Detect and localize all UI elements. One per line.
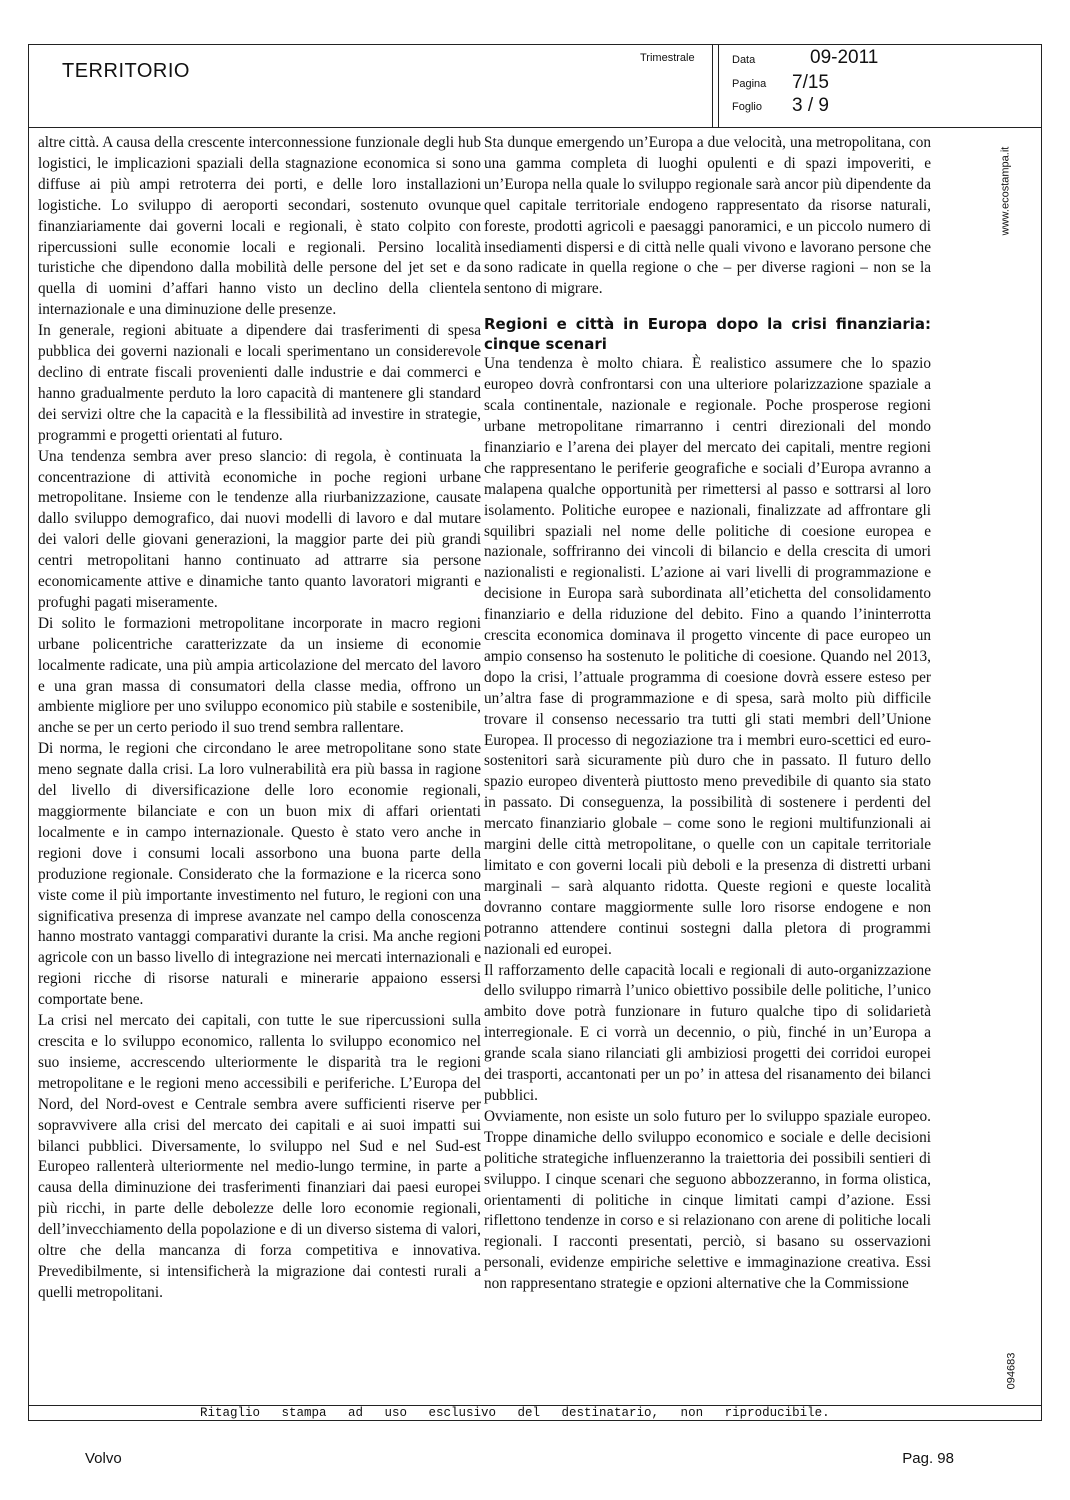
right-column <box>484 133 931 1295</box>
header-divider-v1 <box>712 44 713 127</box>
publication-title: TERRITORIO <box>62 60 190 82</box>
disclaimer: Ritaglio stampa ad uso esclusivo del destinatario, non riproducibile. <box>200 1406 830 1420</box>
left-paragraph-5: Di norma, le regioni che circondano le aree metropolitane sono state meno segnate dalla crisi. La loro vulnerabilità era più bassa in ragione del livello di diversificazione delle loro economie regionali, maggiormente bilanciate e con un buon mix di affari orientati localmente e in campo internazionale. Questo è stato vero anche in regioni dove i consumi locali assorbono una buona parte della produzione regionale. Considerato che la formazione e la ricerca sono viste come il più importante investimento nel futuro, le regioni con una significativa presenza di imprese avanzate nel campo della conoscenza hanno mostrato vantaggi comparativi durante la crisi. Ma anche regioni agricole con un basso livello di integrazione nei mercati internazionali e regioni ricche di risorse naturali e minerarie appaiono essersi comportate bene. <box>38 740 481 1009</box>
right-paragraph-3: Ovviamente, non esiste un solo futuro per lo sviluppo spaziale europeo. Troppe dinamiche dello sviluppo economico e sociale e delle decisioni politiche strategiche influenzeranno la traiettoria dei possibili sentieri di sviluppo. I cinque scenari che seguono abbozzeranno, in forma olistica, orientamenti di politiche in cinque limitati campi d’azione. Essi riflettono tendenze in corso e si relazionano con arene di politiche locali regionali. I racconti presentati, perciò, si basano su osservazioni personali, evidenze empiriche selettive e immaginazione creativa. Essi non rappresentano strategie e opzioni alternative che la Commissione <box>484 1107 931 1293</box>
right-paragraph-1: Una tendenza è molto chiara. È realistico assumere che lo spazio europeo dovrà confrontarsi con una ulteriore polarizzazione spaziale a scala continentale, nazionale e regionale. Poche prosperose regioni urbane metropolitane rimarranno i centri direzionali del mondo finanziario e l’arena dei player del mercato dei capitali, mentre regioni che rappresentano le periferie geografiche e sociali d’Europa avranno a malapena qualche opportunità per rimettersi al passo e sottrarsi al loro isolamento. Politiche europee e nazionali, finalizzate ad affrontare gli squilibri spaziali nel nome delle politiche di coesione europea e nazionale, soffriranno dei vincoli di bilancio e della crescita di umori nazionalisti e regionalisti. L’azione ai vari livelli di programmazione e decisione in Europa sarà subordinata all’etichetta del consolidamento finanziario e della riduzione del debito. Fino a quando l’ininterrotta crescita economica dominava il progetto vincente di pace europeo un ampio consenso ha sostenuto le politiche di coesione. Quando nel 2013, dopo la crisi, l’attuale programma di coesione dovrà essere esteso per un’altra fase di programmazione e di spesa, sarà molto più difficile trovare il consenso necessario tra tutti gli stati membri dell’Unione Europea. Il processo di negoziazione tra i membri euro-scettici ed euro-sostenitori sarà sicuramente più duro che in passato. Il futuro dello spazio europeo diventerà piuttosto meno prevedibile di quanto sia stato in passato. Di conseguenza, la possibilità di sostenere i perdenti del mercato finanziario globale – come sono le regioni multifunzionali ai margini delle città metropolitane, o quelle con un capitale territoriale limitato e con governi locali più deboli e la presenza di distretti urbani marginali – sarà alquanto ridotta. Queste regioni e queste località dovranno contare maggiormente sulle loro risorse endogene e non potranno attendere continui sostegni dalla pletora di programmi nazionali ed europei. <box>484 355 931 958</box>
right-intro: Sta dunque emergendo un’Europa a due velocità, una metropolitana, con una gamma completa di luoghi opulenti e di spazi impoveriti, e un’Europa nella quale lo sviluppo regionale sarà ancor più dipendente da quel capitale territoriale endogeno rappresentato da risorse naturali, foreste, prodotti agricoli e paesaggi panoramici, e un piccolo numero di insediamenti dispersi e di città nelle quali vivono e lavorano persone che sono radicate in quella regione o che – per diverse ragioni – non se la sentono di migrare. <box>484 134 931 298</box>
footer-client: Volvo <box>85 1450 122 1467</box>
page-value: 7/15 <box>792 72 829 93</box>
left-paragraph-2: In generale, regioni abituate a dipendere dai trasferimenti di spesa pubblica dei governi nazionali e locali sperimentano un considerevole declino di entrate fiscali provenienti dalle industrie e dai commerci e hanno gradualmente perduto la loro capacità di mantenere gli standard dei servizi oltre che la capacità e la flessibilità ad investire in strategie, programmi e progetti orientati al futuro. <box>38 322 481 444</box>
sheet-value: 3 / 9 <box>792 95 829 116</box>
left-paragraph-1: altre città. A causa della crescente interconnessione funzionale degli hub logistici, le implicazioni spaziali della stagnazione economica si sono diffuse ai più ampi retroterra dei porti, e delle loro installazioni logistiche. Lo sviluppo di aeroporti secondari, sostenuto ovunque finanziariamente dai governi locali e regionali, è stato colpito con ripercussioni sulle economie locali e regionali. Persino località turistiche che dipendono dalla mobilità delle persone del jet set e da quella di uomini d’affari hanno visto un declino della clientela internazionale e una diminuzione delle presenze. <box>38 134 481 319</box>
left-paragraph-6: La crisi nel mercato dei capitali, con tutte le sue ripercussioni sulla crescita e lo sviluppo economico, rallenta lo sviluppo economico nel suo insieme, accrescendo ulteriormente le disparità tra le regioni metropolitane e le regioni meno accessibili e periferiche. L’Europa del Nord, del Nord-ovest e Centrale sembra avere sufficienti riserve per sopravvivere alla crisi del mercato dei capitali e ai suoi impatti sui bilanci pubblici. Diversamente, lo sviluppo nel Sud e nel Sud-est Europeo rallenterà ulteriormente nel medio-lungo termine, in parte a causa della diminuzione dei trasferimenti finanziari dai paesi europei più ricchi, in parte delle debolezze delle loro economie regionali, dell’invecchiamento della popolazione e di un diverso sistema di valori, oltre che della mancanza di forza competitiva e innovativa. Prevedibilmente, si intensificherà la migrazione dai contesti rurali a quelli metropolitani. <box>38 1012 481 1301</box>
date-label: Data <box>732 54 756 66</box>
page-label: Pagina <box>732 78 767 90</box>
date-value: 09-2011 <box>810 47 879 68</box>
periodicity: Trimestrale <box>640 52 695 64</box>
left-column <box>38 133 481 1304</box>
header-divider <box>28 127 1042 128</box>
right-paragraph-2: Il rafforzamento delle capacità locali e regionali di auto-organizzazione dello sviluppo rimarrà l’unico obiettivo possibile delle politiche, l’unico ambito dove potrà funzionare in futuro qualche tipo di solidarietà interregionale. E ci vorrà un decennio, o più, finché in un’Europa a grande scala siano rilanciati gli ambiziosi progetti dei corridoi europei dei trasporti, accantonati per un po’ in attesa del risanamento dei bilanci pubblici. <box>484 961 931 1104</box>
header-divider-v2 <box>718 44 719 127</box>
clipping-code: 094683 <box>1005 1352 1018 1390</box>
site-watermark: www.ecostampa.it <box>999 146 1012 236</box>
footer-page: Pag. 98 <box>902 1450 954 1467</box>
left-paragraph-4: Di solito le formazioni metropolitane incorporate in macro regioni urbane policentriche caratterizzate da un insieme di economie localmente radicate, una più ampia articolazione del mercato del lavoro e una gran massa di consumatori della classe media, offrono un ambiente migliore per uno sviluppo economico più stabile e sostenibile, anche se per un certo periodo il suo trend sembra rallentare. <box>38 614 481 737</box>
left-paragraph-3: Una tendenza sembra aver preso slancio: di regola, è continuata la concentrazione di attività economiche in poche regioni urbane metropolitane. Insieme con le tendenze alla riurbanizzazione, causate dallo sviluppo demografico, dai nuovi modelli di lavoro e dal mutare dei valori delle giovani generazioni, la maggior parte dei più grandi centri metropolitani hanno continuato ad attrarre sia persone economicamente attive e dinamiche tanto quanto lavoratori migranti e profughi pagati miseramente. <box>38 447 481 611</box>
sheet-label: Foglio <box>732 101 762 113</box>
section-heading: Regioni e città in Europa dopo la crisi finanziaria: cinque scenari <box>484 315 931 354</box>
